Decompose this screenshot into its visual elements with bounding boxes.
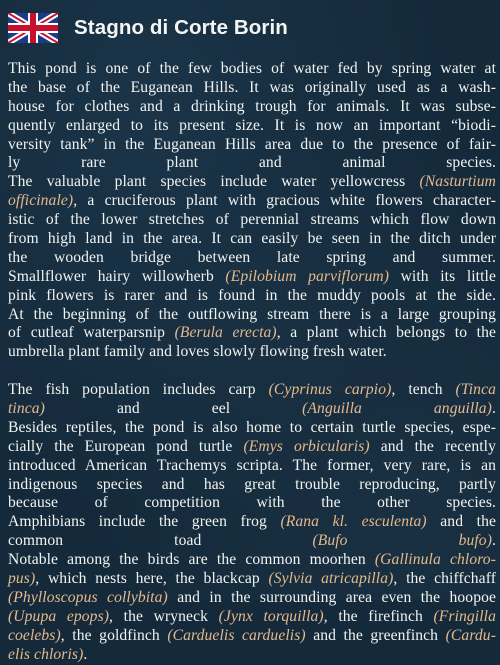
text-segment: . xyxy=(492,532,497,550)
text-segment: . xyxy=(83,645,88,663)
text-line xyxy=(8,476,496,495)
text-segment: and the recently xyxy=(369,437,496,455)
text-line xyxy=(8,306,496,325)
text-line xyxy=(8,117,496,136)
species-name: (Cardu- xyxy=(445,626,496,644)
species-name: (Carduelis carduelis) xyxy=(167,626,306,644)
text-line xyxy=(8,494,496,513)
text-line xyxy=(8,419,496,438)
text-segment: Amphibians include the green frog xyxy=(8,513,281,531)
text-segment: Notable among the birds are the common moorhen xyxy=(8,551,375,569)
species-name: (Emys orbicularis) xyxy=(243,437,370,455)
text-line xyxy=(8,173,496,192)
text-segment: because of competition with the other species. xyxy=(8,494,496,512)
text-line xyxy=(8,589,496,608)
text-line xyxy=(8,551,496,570)
text-line xyxy=(8,513,496,532)
species-name: (Nasturtium xyxy=(419,173,496,191)
text-segment: , the chiffchaff xyxy=(393,570,497,588)
text-segment: umbrella plant family and loves slowly flowing fresh water. xyxy=(8,343,387,361)
text-segment: of cutleaf waterparsnip xyxy=(8,324,175,342)
text-segment: , the firefinch xyxy=(323,607,434,625)
species-name: pus) xyxy=(8,570,36,588)
text-segment: versity tank” in the Euganean Hills area due to the presence of fair- xyxy=(8,135,496,153)
text-segment: The valuable plant species include water yellowcress xyxy=(8,173,420,191)
text-line xyxy=(8,211,496,230)
text-line xyxy=(8,192,496,211)
text-segment: the wooden bridge between late spring and summer. xyxy=(8,248,496,266)
text-line xyxy=(8,324,496,343)
text-segment: Smallflower hairy willowherb xyxy=(8,267,226,285)
species-name: (Berula erecta) xyxy=(174,324,277,342)
text-line xyxy=(8,79,496,98)
text-line xyxy=(8,60,496,79)
species-name: (Tinca xyxy=(455,381,496,399)
species-name: (Bufo bufo) xyxy=(312,532,493,550)
text-segment: , the goldfinch xyxy=(60,626,168,644)
text-segment: the base of the Euganean Hills. It was originally used as a wash- xyxy=(8,78,496,96)
text-segment: , which nests here, the blackcap xyxy=(35,570,269,588)
species-name: (Upupa epops) xyxy=(8,607,110,625)
text-segment: , a plant which belongs to the xyxy=(276,324,496,342)
species-name: (Sylvia atricapilla) xyxy=(268,570,394,588)
union-jack-flag-icon xyxy=(8,13,58,43)
species-name: (Rana kl. esculenta) xyxy=(280,513,427,531)
text-segment: . xyxy=(491,400,496,418)
text-line xyxy=(8,457,496,476)
text-line xyxy=(8,570,496,589)
text-segment: introduced American Trachemys scripta. The former, very rare, is an xyxy=(8,456,496,474)
species-name: (Gallinula chloro- xyxy=(374,551,496,569)
text-segment: and eel xyxy=(44,400,303,418)
text-segment: At the beginning of the outflowing stream there is a large grouping xyxy=(8,305,496,323)
text-line xyxy=(8,249,496,268)
text-line xyxy=(8,646,496,665)
text-line xyxy=(8,287,496,306)
text-segment: common toad xyxy=(8,532,313,550)
text-segment: , tench xyxy=(391,381,456,399)
text-segment: The fish population includes carp xyxy=(8,381,269,399)
text-segment: house for clothes and a drinking trough for animals. It was subse- xyxy=(8,97,496,115)
species-name: coelebs) xyxy=(8,626,61,644)
text-segment: and the greenfinch xyxy=(305,626,446,644)
paragraph-gap xyxy=(8,362,496,381)
text-line xyxy=(8,438,496,457)
text-line xyxy=(8,532,496,551)
page-title: Stagno di Corte Borin xyxy=(74,16,288,39)
text-segment: cially the European pond turtle xyxy=(8,437,244,455)
header xyxy=(8,10,488,46)
species-name: elis chloris) xyxy=(8,645,84,663)
text-segment: with its little xyxy=(389,267,496,285)
text-line xyxy=(8,627,496,646)
text-line xyxy=(8,230,496,249)
body-text xyxy=(8,60,496,665)
text-segment: indigenous species and has great trouble reproducing, partly xyxy=(8,475,496,493)
text-line xyxy=(8,343,496,362)
text-segment: pink flowers is rarer and is found in the muddy pools at the side. xyxy=(8,286,496,304)
text-segment: ly rare plant and animal species. xyxy=(8,154,496,172)
text-line xyxy=(8,268,496,287)
text-line xyxy=(8,154,496,173)
text-segment: , a cruciferous plant with gracious white flowers character- xyxy=(73,192,496,210)
text-line xyxy=(8,136,496,155)
text-segment: and in the surrounding area even the hoopoe xyxy=(167,588,497,606)
text-line xyxy=(8,608,496,627)
text-segment: This pond is one of the few bodies of water fed by spring water at xyxy=(8,60,496,77)
text-segment: quently enlarged to its present size. It is now an important “biodi- xyxy=(8,116,496,134)
text-segment: and the xyxy=(426,513,496,531)
text-segment: , the wryneck xyxy=(109,607,219,625)
species-name: (Epilobium parviflorum) xyxy=(225,267,390,285)
species-name: (Cyprinus carpio) xyxy=(268,381,392,399)
text-segment: istic of the lower stretches of perennial streams which flow down xyxy=(8,211,496,229)
text-line xyxy=(8,400,496,419)
species-name: officinale) xyxy=(8,192,74,210)
species-name: tinca) xyxy=(8,400,45,418)
species-name: (Jynx torquilla) xyxy=(218,607,324,625)
species-name: (Fringilla xyxy=(433,607,496,625)
text-segment: Besides reptiles, the pond is also home to certain turtle species, espe- xyxy=(8,418,496,436)
text-segment: from high land in the area. It can easily be seen in the ditch under xyxy=(8,230,496,248)
species-name: (Anguilla anguilla) xyxy=(302,400,492,418)
text-line xyxy=(8,98,496,117)
species-name: (Phylloscopus collybita) xyxy=(8,588,168,606)
text-line xyxy=(8,381,496,400)
